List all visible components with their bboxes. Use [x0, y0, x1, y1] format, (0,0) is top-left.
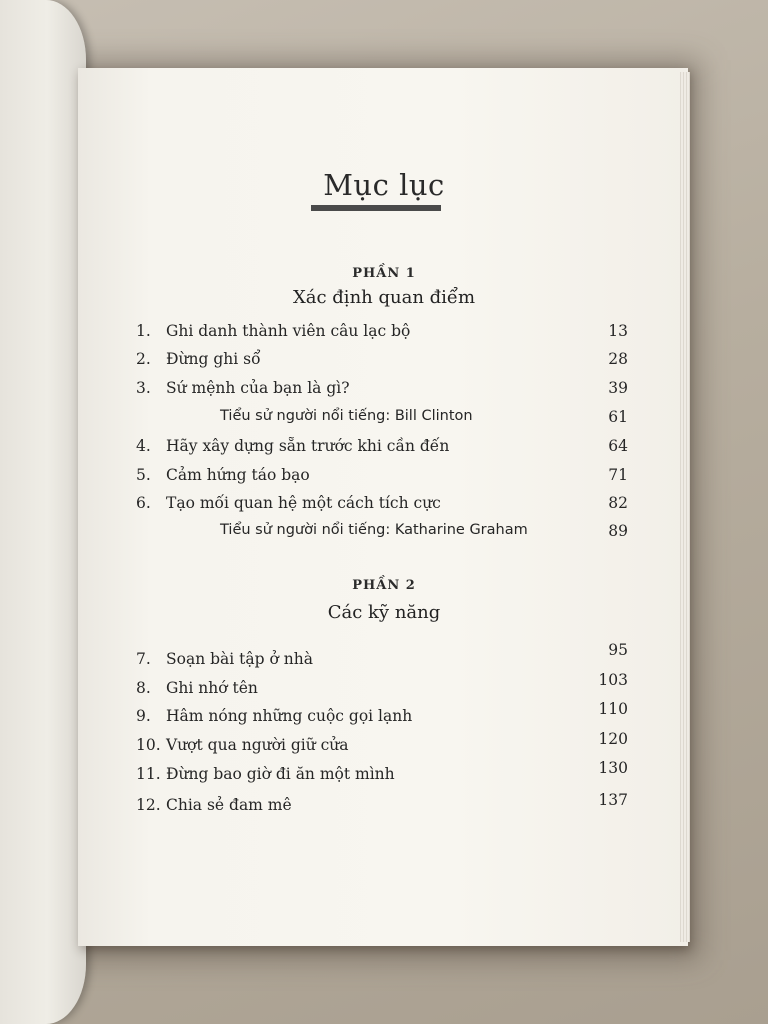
toc-entry[interactable] — [128, 350, 628, 374]
entry-title: Vượt qua người giữ cửa — [166, 736, 349, 754]
left-page — [0, 0, 86, 1024]
entry-title: Soạn bài tập ở nhà — [166, 650, 313, 668]
entry-number: 5. — [136, 466, 151, 484]
entry-page: 137 — [598, 791, 628, 809]
entry-number: 4. — [136, 437, 151, 455]
part-1-title: Xác định quan điểm — [292, 287, 476, 308]
entry-page: 120 — [598, 730, 628, 748]
part-2-title: Các kỹ năng — [327, 602, 441, 623]
entry-page: 130 — [598, 759, 628, 777]
toc-entry[interactable] — [128, 730, 628, 760]
part-1-label: PHẦN 1 — [352, 266, 416, 281]
toc-entry[interactable] — [128, 466, 628, 490]
entry-title: Ghi nhớ tên — [166, 679, 258, 697]
entry-page: 13 — [608, 322, 628, 340]
toc-entry[interactable] — [128, 379, 628, 403]
toc-entry[interactable] — [128, 700, 628, 731]
entry-number: 3. — [136, 379, 151, 397]
title-underline — [311, 205, 441, 211]
entry-number: 8. — [136, 679, 151, 697]
entry-page: 28 — [608, 350, 628, 368]
entry-title: Đừng ghi sổ — [166, 350, 261, 368]
entry-title: Hâm nóng những cuộc gọi lạnh — [166, 707, 413, 725]
entry-number: 12. — [136, 796, 161, 814]
entry-number: 1. — [136, 322, 151, 340]
entry-title: Ghi danh thành viên câu lạc bộ — [166, 322, 411, 340]
toc-entry[interactable] — [128, 437, 628, 461]
entry-page: 82 — [608, 494, 628, 512]
entry-title: Đừng bao giờ đi ăn một mình — [166, 765, 395, 783]
entry-page: 61 — [608, 408, 628, 426]
toc-entry[interactable] — [128, 322, 628, 346]
entry-title: Tạo mối quan hệ một cách tích cực — [166, 494, 441, 512]
entry-number: 6. — [136, 494, 151, 512]
entry-page: 95 — [608, 641, 628, 659]
toc-entry[interactable] — [128, 671, 628, 703]
entry-number: 7. — [136, 650, 151, 668]
entry-page: 103 — [598, 671, 628, 689]
entry-title: Tiểu sử người nổi tiếng: Bill Clinton — [220, 408, 473, 424]
entry-page: 71 — [608, 466, 628, 484]
toc-entry[interactable] — [128, 494, 628, 518]
page-edge — [680, 72, 690, 942]
part-2-label: PHẦN 2 — [352, 578, 416, 593]
entry-number: 9. — [136, 707, 151, 725]
entry-number: 11. — [136, 765, 161, 783]
entry-number: 2. — [136, 350, 151, 368]
entry-page: 110 — [598, 700, 628, 718]
entry-number: 10. — [136, 736, 161, 754]
entry-title: Sứ mệnh của bạn là gì? — [166, 379, 350, 397]
entry-page: 39 — [608, 379, 628, 397]
entry-title: Hãy xây dựng sẵn trước khi cần đến — [166, 437, 450, 455]
toc-entry-biography[interactable] — [128, 408, 628, 432]
entry-title: Tiểu sử người nổi tiếng: Katharine Graham — [220, 522, 528, 538]
toc-entry[interactable] — [128, 791, 628, 820]
entry-title: Cảm hứng táo bạo — [166, 466, 310, 484]
entry-page: 89 — [608, 522, 628, 540]
entry-page: 64 — [608, 437, 628, 455]
toc-entry[interactable] — [128, 759, 628, 789]
page-title: Mục lục — [323, 168, 445, 202]
entry-title: Chia sẻ đam mê — [166, 796, 292, 814]
toc-entry[interactable] — [128, 641, 628, 674]
toc-entry-biography[interactable] — [128, 522, 628, 546]
